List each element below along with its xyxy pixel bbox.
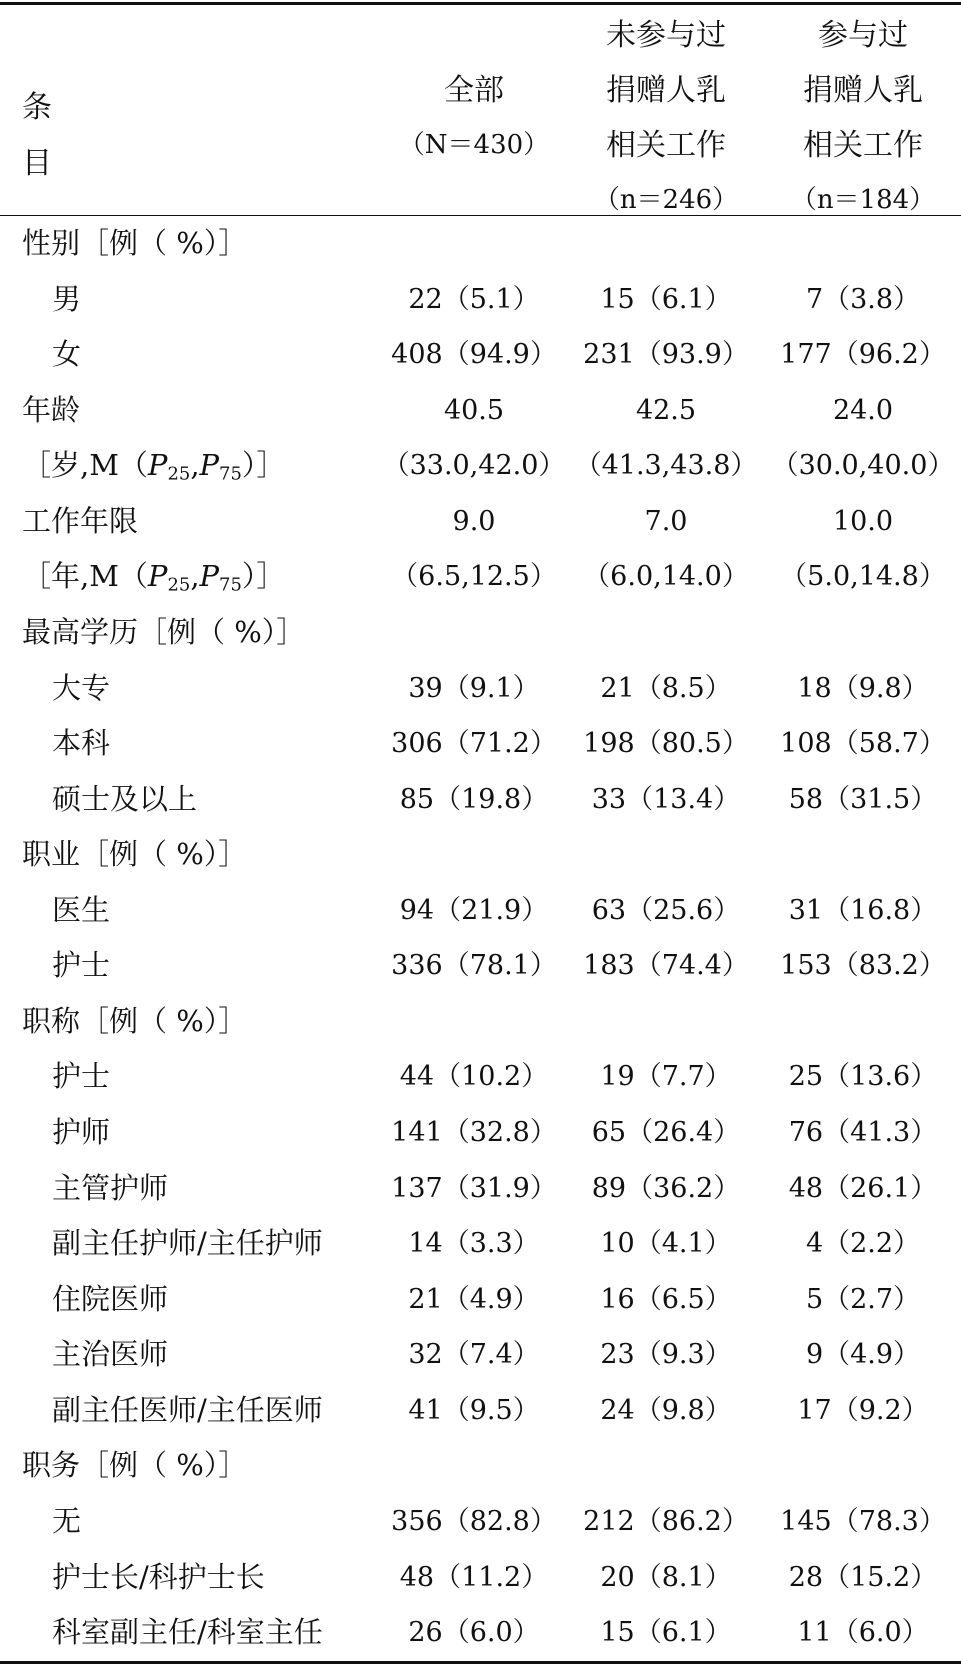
cell-participated: 58（31.5） <box>788 783 938 815</box>
cell-participated: 10.0 <box>832 505 894 537</box>
table-row <box>0 1550 961 1606</box>
cell-all: 9.0 <box>452 505 496 537</box>
row-label: 职业［例（ %）］ <box>22 837 248 872</box>
table-row <box>0 1049 961 1105</box>
cell-all: 14（3.3） <box>408 1228 540 1260</box>
table-body <box>0 216 961 1661</box>
cell-not-participated: 198（80.5） <box>583 728 749 760</box>
table-row <box>0 1605 961 1661</box>
cell-not-participated: 19（7.7） <box>600 1061 732 1093</box>
row-label: 主治医师 <box>52 1337 169 1372</box>
cell-participated: 7（3.8） <box>805 283 921 315</box>
cell-all: 22（5.1） <box>408 283 540 315</box>
cell-all: 48（11.2） <box>399 1561 549 1593</box>
cell-participated: 18（9.8） <box>797 672 929 704</box>
row-label: 副主任医师/主任医师 <box>52 1392 323 1427</box>
header-col-yes-line3: 相关工作 <box>803 128 923 163</box>
row-label: 主管护师 <box>52 1170 169 1205</box>
row-label: 护士长/科护士长 <box>52 1559 265 1594</box>
row-label: 女 <box>52 337 82 372</box>
cell-not-participated: （6.0,14.0） <box>583 561 749 593</box>
table-top-rule <box>0 2 961 5</box>
cell-all: 137（31.9） <box>391 1172 557 1204</box>
table-row <box>0 1438 961 1494</box>
cell-participated: 108（58.7） <box>780 728 946 760</box>
cell-not-participated: 24（9.8） <box>600 1394 732 1426</box>
table-row <box>0 1383 961 1439</box>
table-row <box>0 1105 961 1161</box>
cell-not-participated: 212（86.2） <box>583 1505 749 1537</box>
cell-participated: （30.0,40.0） <box>771 450 955 482</box>
header-col-yes <box>763 8 961 228</box>
row-label: 职称［例（ %）］ <box>22 1003 248 1038</box>
row-label: 科室副主任/科室主任 <box>52 1615 323 1650</box>
row-label: ［年$,M(P_{25},P_{75})]$ <box>22 559 286 596</box>
row-label: 大专 <box>52 670 111 705</box>
cell-participated: 28（15.2） <box>788 1561 938 1593</box>
table-row <box>0 1216 961 1272</box>
row-label: 护士 <box>52 948 111 983</box>
header-col-yes-line1: 参与过 <box>818 18 908 53</box>
row-label: 硕士及以上 <box>52 781 198 816</box>
row-label: 本科 <box>52 726 111 761</box>
cell-participated: 9（4.9） <box>805 1339 921 1371</box>
table-row <box>0 716 961 772</box>
cell-participated: 76（41.3） <box>788 1117 938 1148</box>
cell-not-participated: 33（13.4） <box>591 783 741 815</box>
table-row <box>0 827 961 883</box>
row-label: ［岁$,M(P_{25},P_{75})]$ <box>22 448 286 485</box>
cell-not-participated: 23（9.3） <box>600 1339 732 1371</box>
cell-all: 44（10.2） <box>399 1061 549 1093</box>
header-col-not-n: （n＝246） <box>593 185 739 215</box>
header-item: 条目 <box>22 90 52 181</box>
cell-all: 41（9.5） <box>408 1394 540 1426</box>
cell-all: 39（9.1） <box>408 672 540 704</box>
cell-all: 32（7.4） <box>408 1339 540 1371</box>
cell-all: 336（78.1） <box>391 950 557 982</box>
cell-participated: 5（2.7） <box>805 1283 921 1315</box>
row-label: 年龄 <box>22 392 81 427</box>
cell-not-participated: 42.5 <box>635 394 697 426</box>
cell-all: （6.5,12.5） <box>391 561 557 593</box>
cell-participated: 153（83.2） <box>780 950 946 982</box>
row-label: 无 <box>52 1503 82 1538</box>
header-col-all-n: （N＝430） <box>398 130 550 160</box>
row-label: 工作年限 <box>22 503 139 538</box>
table-bottom-rule <box>0 1661 961 1664</box>
cell-all: 94（21.9） <box>399 894 549 926</box>
cell-all: 26（6.0） <box>408 1617 540 1649</box>
table-row <box>0 1494 961 1550</box>
header-col-all <box>384 8 564 173</box>
table-row <box>0 1272 961 1328</box>
table-row <box>0 438 961 494</box>
cell-not-participated: 10（4.1） <box>600 1228 732 1260</box>
row-label: 性别［例（ %）］ <box>22 226 248 260</box>
table-row <box>0 1161 961 1217</box>
table-row <box>0 549 961 605</box>
cell-participated: 4（2.2） <box>805 1228 921 1260</box>
header-col-yes-line2: 捐赠人乳 <box>803 73 923 108</box>
cell-not-participated: 20（8.1） <box>600 1561 732 1593</box>
table-row <box>0 272 961 328</box>
table-row <box>0 661 961 717</box>
cell-not-participated: 63（25.6） <box>591 894 741 926</box>
row-label: 护师 <box>52 1115 111 1149</box>
cell-all: 85（19.8） <box>399 783 549 815</box>
header-col-not-line1: 未参与过 <box>606 18 726 53</box>
cell-participated: （5.0,14.8） <box>780 561 946 593</box>
table-row <box>0 383 961 439</box>
table-row <box>0 938 961 994</box>
header-col-not-line2: 捐赠人乳 <box>606 73 726 108</box>
cell-all: 408（94.9） <box>391 339 557 371</box>
row-label: 职务［例（ %）］ <box>22 1448 248 1483</box>
cell-participated: 177（96.2） <box>780 339 946 371</box>
table-row <box>0 883 961 939</box>
row-label: 副主任护师/主任护师 <box>52 1226 323 1261</box>
header-col-all-title: 全部 <box>444 73 504 108</box>
cell-not-participated: 15（6.1） <box>600 1617 732 1649</box>
cell-participated: 145（78.3） <box>780 1505 946 1537</box>
cell-not-participated: （41.3,43.8） <box>574 450 758 482</box>
cell-not-participated: 89（36.2） <box>591 1172 741 1204</box>
cell-not-participated: 16（6.5） <box>600 1283 732 1315</box>
cell-not-participated: 183（74.4） <box>583 950 749 982</box>
row-label: 医生 <box>52 892 111 927</box>
cell-participated: 24.0 <box>832 394 894 426</box>
table-row <box>0 605 961 661</box>
cell-all: 141（32.8） <box>391 1117 557 1148</box>
row-label: 男 <box>52 281 82 316</box>
header-col-not <box>566 8 766 228</box>
header-col-not-line3: 相关工作 <box>606 128 726 163</box>
table-row <box>0 994 961 1050</box>
row-label: 住院医师 <box>52 1281 169 1316</box>
header-col-yes-n: （n＝184） <box>790 185 936 215</box>
table-row <box>0 1327 961 1383</box>
cell-participated: 11（6.0） <box>797 1617 929 1649</box>
cell-all: （33.0,42.0） <box>382 450 566 482</box>
row-label: 护士 <box>52 1059 111 1094</box>
cell-not-participated: 231（93.9） <box>583 339 749 371</box>
table-row <box>0 327 961 383</box>
cell-participated: 31（16.8） <box>788 894 938 926</box>
cell-all: 21（4.9） <box>408 1283 540 1315</box>
cell-all: 356（82.8） <box>391 1505 557 1537</box>
cell-not-participated: 7.0 <box>644 505 688 537</box>
cell-not-participated: 65（26.4） <box>591 1117 741 1148</box>
cell-not-participated: 15（6.1） <box>600 283 732 315</box>
cell-participated: 17（9.2） <box>797 1394 929 1426</box>
cell-participated: 48（26.1） <box>788 1172 938 1204</box>
row-label: 最高学历［例（ %）］ <box>22 614 306 649</box>
table-row <box>0 772 961 828</box>
header-col-all-spacer <box>384 8 564 63</box>
cell-all: 306（71.2） <box>391 728 557 760</box>
table-row <box>0 216 961 272</box>
cell-not-participated: 21（8.5） <box>600 672 732 704</box>
cell-all: 40.5 <box>443 394 505 426</box>
cell-participated: 25（13.6） <box>788 1061 938 1093</box>
table-row <box>0 494 961 550</box>
